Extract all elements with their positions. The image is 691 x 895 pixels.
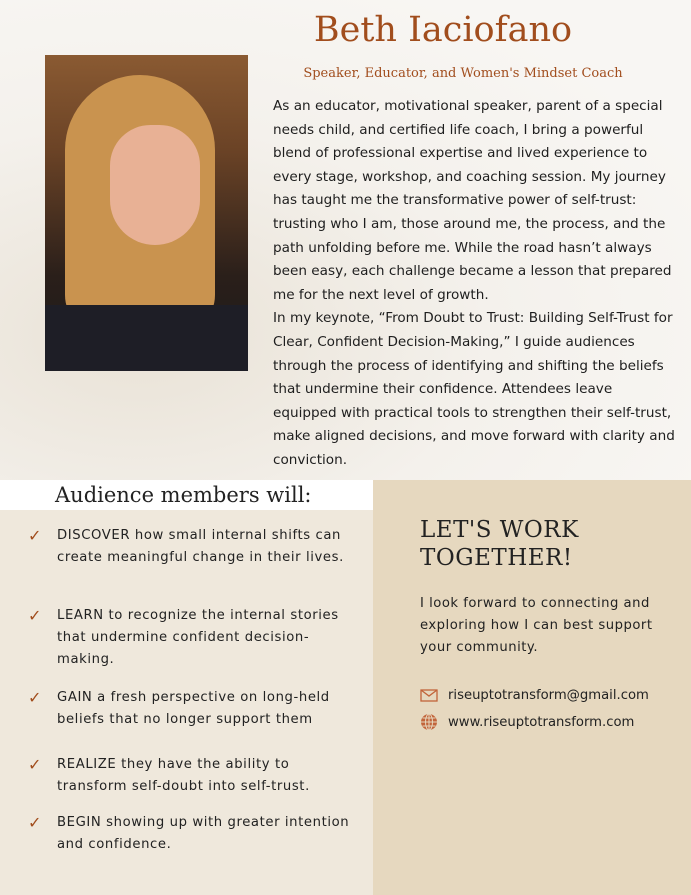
check-icon: ✓	[28, 755, 43, 774]
check-icon: ✓	[28, 813, 43, 832]
website-link[interactable]: www.riseuptotransform.com	[448, 714, 635, 730]
item-text: GAIN a fresh perspective on long-held beliefs that no longer support them	[57, 690, 330, 727]
cta-text: I look forward to connecting and exploring how I can best support your community.	[420, 596, 653, 655]
item-text: LEARN to recognize the internal stories that undermine confident decision-making.	[57, 608, 339, 667]
list-item	[28, 812, 357, 856]
list-item	[28, 754, 357, 798]
item-text: DISCOVER how small internal shifts can create meaningful change in their lives.	[57, 528, 344, 565]
bio-paragraph: As an educator, motivational speaker, parent of a special needs child, and certified life coach, I bring a powerful blend of professional expertise and lived experience to every stage, workshop, and coaching session. My journey has taught me the transformative power of self-trust: trusting who I am, those around me, the process, and the path unfolding before me. While the road hasn’t always been easy, each challenge became a lesson that prepared me for the next level of growth.	[273, 98, 672, 303]
item-text: BEGIN showing up with greater intention and confidence.	[57, 815, 350, 852]
list-item	[28, 525, 357, 569]
bio-paragraph: In my keynote, “From Doubt to Trust: Building Self-Trust for Clear, Confident Decision-Making,” I guide audiences through the process of identifying and shifting the beliefs that undermine their confidence. Attendees leave equipped with practical tools to strengthen their self-trust, make aligned decisions, and move forward with clarity and conviction.	[273, 310, 675, 468]
item-text: REALIZE they have the ability to transform self-doubt into self-trust.	[57, 757, 310, 794]
speaker-name: Beth Iaciofano	[313, 10, 573, 50]
check-icon: ✓	[28, 526, 43, 545]
globe-icon	[420, 713, 438, 731]
check-icon: ✓	[28, 606, 43, 625]
speaker-subtitle: Speaker, Educator, and Women's Mindset Coach	[303, 66, 623, 81]
mail-icon	[420, 689, 438, 702]
audience-heading: Audience members will:	[0, 480, 373, 510]
website-contact[interactable]	[420, 713, 634, 731]
email-contact[interactable]	[420, 688, 649, 703]
check-icon: ✓	[28, 688, 43, 707]
email-link[interactable]: riseuptotransform@gmail.com	[448, 688, 649, 703]
portrait-photo	[45, 55, 248, 371]
bio	[273, 95, 678, 473]
list-item	[28, 605, 357, 671]
cta-heading: LET'S WORK TOGETHER!	[420, 517, 579, 571]
list-item	[28, 687, 357, 731]
